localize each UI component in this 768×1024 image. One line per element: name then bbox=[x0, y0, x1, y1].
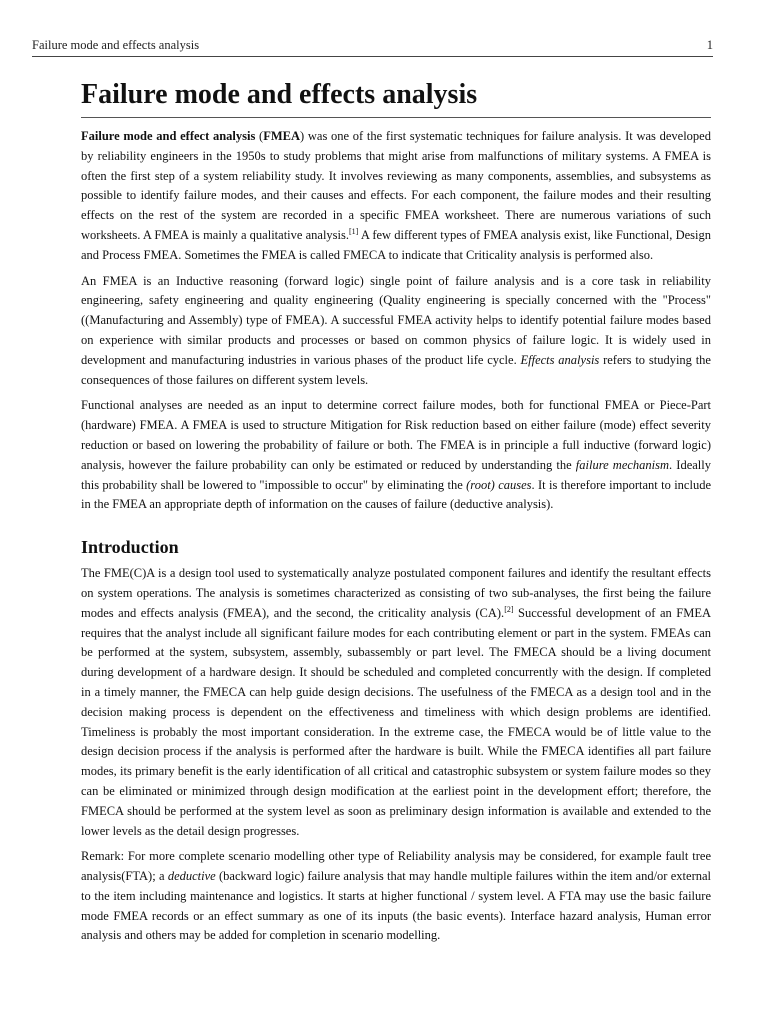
citation-1[interactable]: [1] bbox=[349, 226, 359, 236]
term-fmea-full: Failure mode and effect analysis bbox=[81, 129, 256, 143]
paragraph-3: Functional analyses are needed as an input to determine correct failure modes, both for functional FMEA or Piece-Part (hardware) FMEA. A FMEA is used to structure Mitigation for Risk reduction based on either failure (mode) effect severity reduction or based on lowering the probability of failure or both. The FMEA is in principle a full inductive (forward logic) analysis, however the failure probability can only be estimated or reduced by understanding the failure mechanism. Ideally this probability shall be lowered to "impossible to occur" by eliminating the (root) causes. It is therefore important to include in the FMEA an appropriate depth of information on the causes of failure (deductive analysis). bbox=[81, 398, 711, 512]
paragraph-1: Failure mode and effect analysis (FMEA) was one of the first systematic techniques for failure analysis. It was developed by reliability engineers in the 1950s to study problems that might arise from malfunctions of military systems. A FMEA is often the first step of a system reliability study. It involves reviewing as many components, assemblies, and subsystems as possible to identify failure modes, and their causes and effects. For each component, the failure modes and their resulting effects on the rest of the system are recorded in a specific FMEA worksheet. There are numerous variations of such worksheets. A FMEA is mainly a qualitative analysis.[1] A few different types of FMEA analysis exist, like Functional, Design and Process FMEA. Sometimes the FMEA is called FMECA to indicate that Criticality analysis is performed also. bbox=[81, 129, 712, 262]
article-title: Failure mode and effects analysis bbox=[81, 76, 711, 118]
article-body bbox=[81, 76, 711, 952]
citation-2[interactable]: [2] bbox=[504, 604, 514, 614]
page-number: 1 bbox=[706, 38, 713, 52]
term-fmea: FMEA bbox=[263, 129, 301, 143]
paragraph-4: The FME(C)A is a design tool used to systematically analyze postulated component failures and identify the resultant effects on system operations. The analysis is sometimes characterized as consisting of two sub-analyses, the first being the failure modes and effects analysis (FMEA), and the second, the criticality analysis (CA).[2] Successful development of an FMEA requires that the analyst include all significant failure modes for each contributing element or part in the system. FMEAs can be performed at the system, subsystem, assembly, subassembly or part level. The FMECA should be a living document during development of a hardware design. It should be scheduled and completed concurrently with the design. If completed in a timely manner, the FMECA can help guide design decisions. The usefulness of the FMECA as a design tool and in the decision making process is dependent on the effectiveness and timeliness with which design problems are identified. Timeliness is probably the most important consideration. In the extreme case, the FMECA would be of little value to the design decision process if the analysis is performed after the hardware is built. While the FMECA identifies all part failure modes, its primary benefit is the early identification of all critical and catastrophic subsystem or system failure modes so they can be eliminated or minimized through design modification at the earliest point in the development effort; therefore, the FMECA should be performed at the system level as soon as preliminary design information is available and extended to the lower levels as the detail design progresses. bbox=[81, 566, 712, 838]
term-failure-mechanism: failure mechanism bbox=[575, 457, 670, 472]
term-root-causes: (root) causes bbox=[466, 477, 532, 492]
paragraph-5: Remark: For more complete scenario modelling other type of Reliability analysis may be considered, for example fault tree analysis(FTA); a deductive (backward logic) failure analysis that may handle multiple failures within the item and/or external to the item including maintenance and logistics. It starts at higher functional / system level. A FTA may use the basic failure mode FMEA records or an effect summary as one of its inputs (the basic events). Interface hazard analysis, Human error analysis and others may be added for completion in scenario modelling. bbox=[81, 849, 712, 943]
term-effects-analysis: Effects analysis bbox=[520, 352, 600, 367]
term-deductive: deductive bbox=[167, 869, 216, 884]
section-heading-introduction: Introduction bbox=[81, 537, 179, 558]
running-header bbox=[32, 38, 713, 57]
paragraph-2: An FMEA is an Inductive reasoning (forward logic) single point of failure analysis and is a core task in reliability engineering, safety engineering and quality engineering (Quality engineering is specially concerned with the "Process" ((Manufacturing and Assembly) type of FMEA). A successful FMEA activity helps to identify potential failure modes based on experience with similar products and processes or based on common physics of failure logic. It is widely used in development and manufacturing industries in various phases of the product life cycle. Effects analysis refers to studying the consequences of those failures on different system levels. bbox=[81, 273, 711, 387]
running-title: Failure mode and effects analysis bbox=[32, 38, 200, 52]
